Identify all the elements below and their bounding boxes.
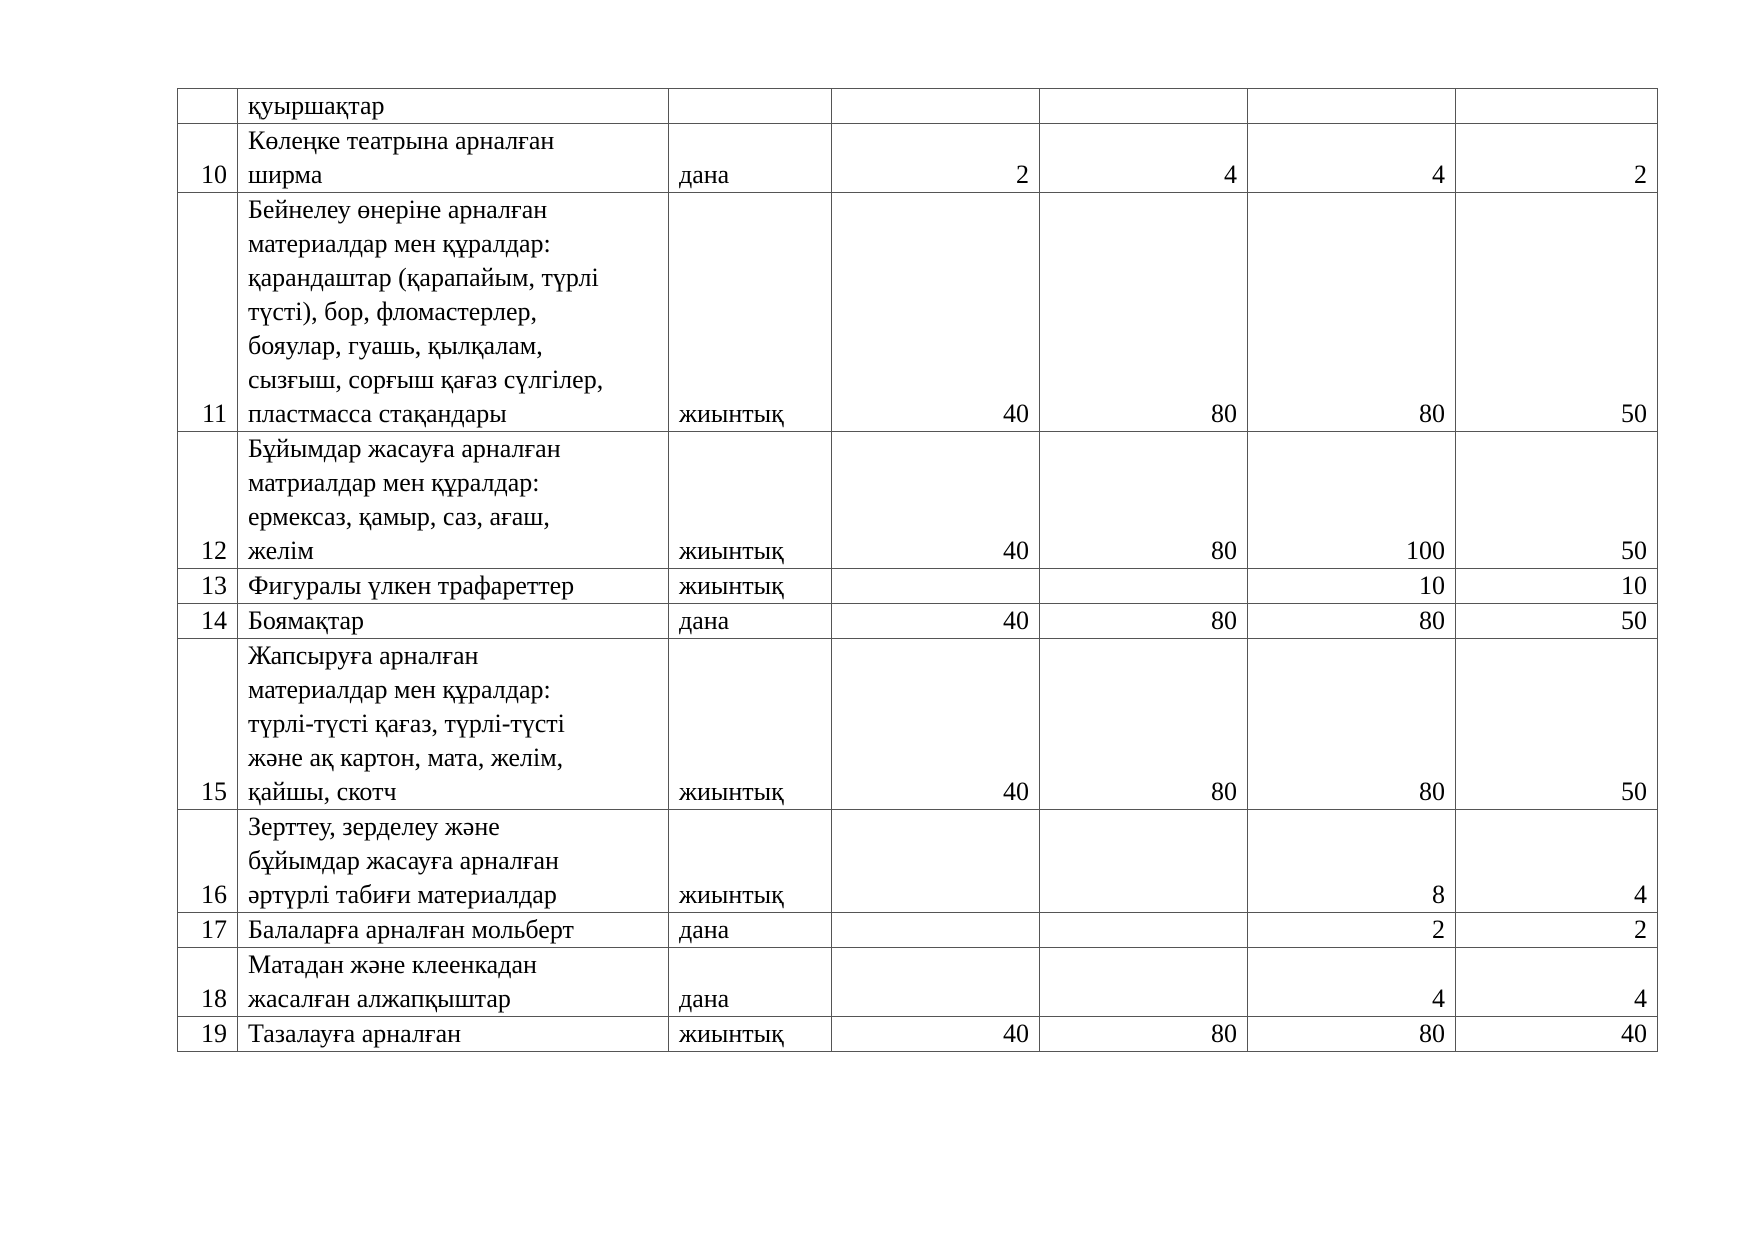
row-number: 15 bbox=[178, 639, 238, 810]
item-name: Бұйымдар жасауға арналған матриалдар мен құралдар: ермексаз, қамыр, саз, ағаш, желім bbox=[238, 432, 669, 569]
item-name: Тазалауға арналған bbox=[238, 1017, 669, 1052]
item-name: Балаларға арналған мольберт bbox=[238, 913, 669, 948]
item-unit: дана bbox=[669, 604, 832, 639]
quantity-col-2: 80 bbox=[1040, 432, 1248, 569]
quantity-col-1: 40 bbox=[832, 432, 1040, 569]
item-unit: дана bbox=[669, 913, 832, 948]
item-unit: жиынтық bbox=[669, 1017, 832, 1052]
item-unit bbox=[669, 89, 832, 124]
quantity-col-4 bbox=[1456, 89, 1658, 124]
quantity-col-3 bbox=[1248, 89, 1456, 124]
table-row bbox=[178, 432, 1658, 569]
quantity-col-1 bbox=[832, 569, 1040, 604]
item-name: Көлеңке театрына арналған ширма bbox=[238, 124, 669, 193]
quantity-col-4: 2 bbox=[1456, 124, 1658, 193]
row-number: 11 bbox=[178, 193, 238, 432]
equipment-table-body bbox=[178, 89, 1658, 1052]
quantity-col-3: 4 bbox=[1248, 124, 1456, 193]
item-name: Матадан және клеенкадан жасалған алжапқыштар bbox=[238, 948, 669, 1017]
row-number: 18 bbox=[178, 948, 238, 1017]
quantity-col-3: 80 bbox=[1248, 193, 1456, 432]
quantity-col-2: 80 bbox=[1040, 1017, 1248, 1052]
item-unit: дана bbox=[669, 948, 832, 1017]
quantity-col-3: 8 bbox=[1248, 810, 1456, 913]
item-unit: жиынтық bbox=[669, 432, 832, 569]
quantity-col-1 bbox=[832, 810, 1040, 913]
item-unit: жиынтық bbox=[669, 193, 832, 432]
equipment-table bbox=[177, 88, 1658, 1052]
table-row bbox=[178, 89, 1658, 124]
quantity-col-3: 80 bbox=[1248, 1017, 1456, 1052]
table-row bbox=[178, 810, 1658, 913]
item-unit: дана bbox=[669, 124, 832, 193]
quantity-col-3: 4 bbox=[1248, 948, 1456, 1017]
table-row bbox=[178, 639, 1658, 810]
quantity-col-1: 2 bbox=[832, 124, 1040, 193]
quantity-col-3: 80 bbox=[1248, 639, 1456, 810]
item-name: Боямақтар bbox=[238, 604, 669, 639]
item-name: Зерттеу, зерделеу және бұйымдар жасауға арналған әртүрлі табиғи материалдар bbox=[238, 810, 669, 913]
row-number: 13 bbox=[178, 569, 238, 604]
row-number: 17 bbox=[178, 913, 238, 948]
quantity-col-4: 4 bbox=[1456, 948, 1658, 1017]
quantity-col-4: 40 bbox=[1456, 1017, 1658, 1052]
table-row bbox=[178, 948, 1658, 1017]
quantity-col-1: 40 bbox=[832, 604, 1040, 639]
item-unit: жиынтық bbox=[669, 639, 832, 810]
item-unit: жиынтық bbox=[669, 569, 832, 604]
table-row bbox=[178, 124, 1658, 193]
quantity-col-2: 4 bbox=[1040, 124, 1248, 193]
quantity-col-4: 50 bbox=[1456, 432, 1658, 569]
quantity-col-4: 2 bbox=[1456, 913, 1658, 948]
row-number: 10 bbox=[178, 124, 238, 193]
quantity-col-2 bbox=[1040, 948, 1248, 1017]
table-row bbox=[178, 913, 1658, 948]
quantity-col-2: 80 bbox=[1040, 604, 1248, 639]
row-number: 16 bbox=[178, 810, 238, 913]
table-row bbox=[178, 569, 1658, 604]
quantity-col-1: 40 bbox=[832, 639, 1040, 810]
quantity-col-4: 50 bbox=[1456, 604, 1658, 639]
quantity-col-1 bbox=[832, 89, 1040, 124]
quantity-col-4: 10 bbox=[1456, 569, 1658, 604]
quantity-col-1 bbox=[832, 948, 1040, 1017]
quantity-col-3: 80 bbox=[1248, 604, 1456, 639]
quantity-col-2 bbox=[1040, 569, 1248, 604]
quantity-col-2: 80 bbox=[1040, 639, 1248, 810]
quantity-col-3: 100 bbox=[1248, 432, 1456, 569]
quantity-col-3: 10 bbox=[1248, 569, 1456, 604]
quantity-col-3: 2 bbox=[1248, 913, 1456, 948]
row-number: 14 bbox=[178, 604, 238, 639]
item-unit: жиынтық bbox=[669, 810, 832, 913]
item-name: қуыршақтар bbox=[238, 89, 669, 124]
table-row bbox=[178, 193, 1658, 432]
quantity-col-1: 40 bbox=[832, 193, 1040, 432]
item-name: Бейнелеу өнеріне арналған материалдар мен құралдар: қарандаштар (қарапайым, түрлі түсті), бор, фломастерлер, бояулар, гуашь, қылқалам, сызғыш, сорғыш қағаз сүлгілер, пластмасса стақандары bbox=[238, 193, 669, 432]
row-number: 12 bbox=[178, 432, 238, 569]
quantity-col-4: 50 bbox=[1456, 193, 1658, 432]
item-name: Жапсыруға арналған материалдар мен құралдар: түрлі-түсті қағаз, түрлі-түсті және ақ картон, мата, желім, қайшы, скотч bbox=[238, 639, 669, 810]
row-number: 19 bbox=[178, 1017, 238, 1052]
quantity-col-4: 4 bbox=[1456, 810, 1658, 913]
item-name: Фигуралы үлкен трафареттер bbox=[238, 569, 669, 604]
quantity-col-1 bbox=[832, 913, 1040, 948]
table-row bbox=[178, 604, 1658, 639]
quantity-col-2 bbox=[1040, 89, 1248, 124]
quantity-col-2 bbox=[1040, 810, 1248, 913]
quantity-col-2: 80 bbox=[1040, 193, 1248, 432]
quantity-col-2 bbox=[1040, 913, 1248, 948]
table-row bbox=[178, 1017, 1658, 1052]
row-number bbox=[178, 89, 238, 124]
quantity-col-1: 40 bbox=[832, 1017, 1040, 1052]
quantity-col-4: 50 bbox=[1456, 639, 1658, 810]
